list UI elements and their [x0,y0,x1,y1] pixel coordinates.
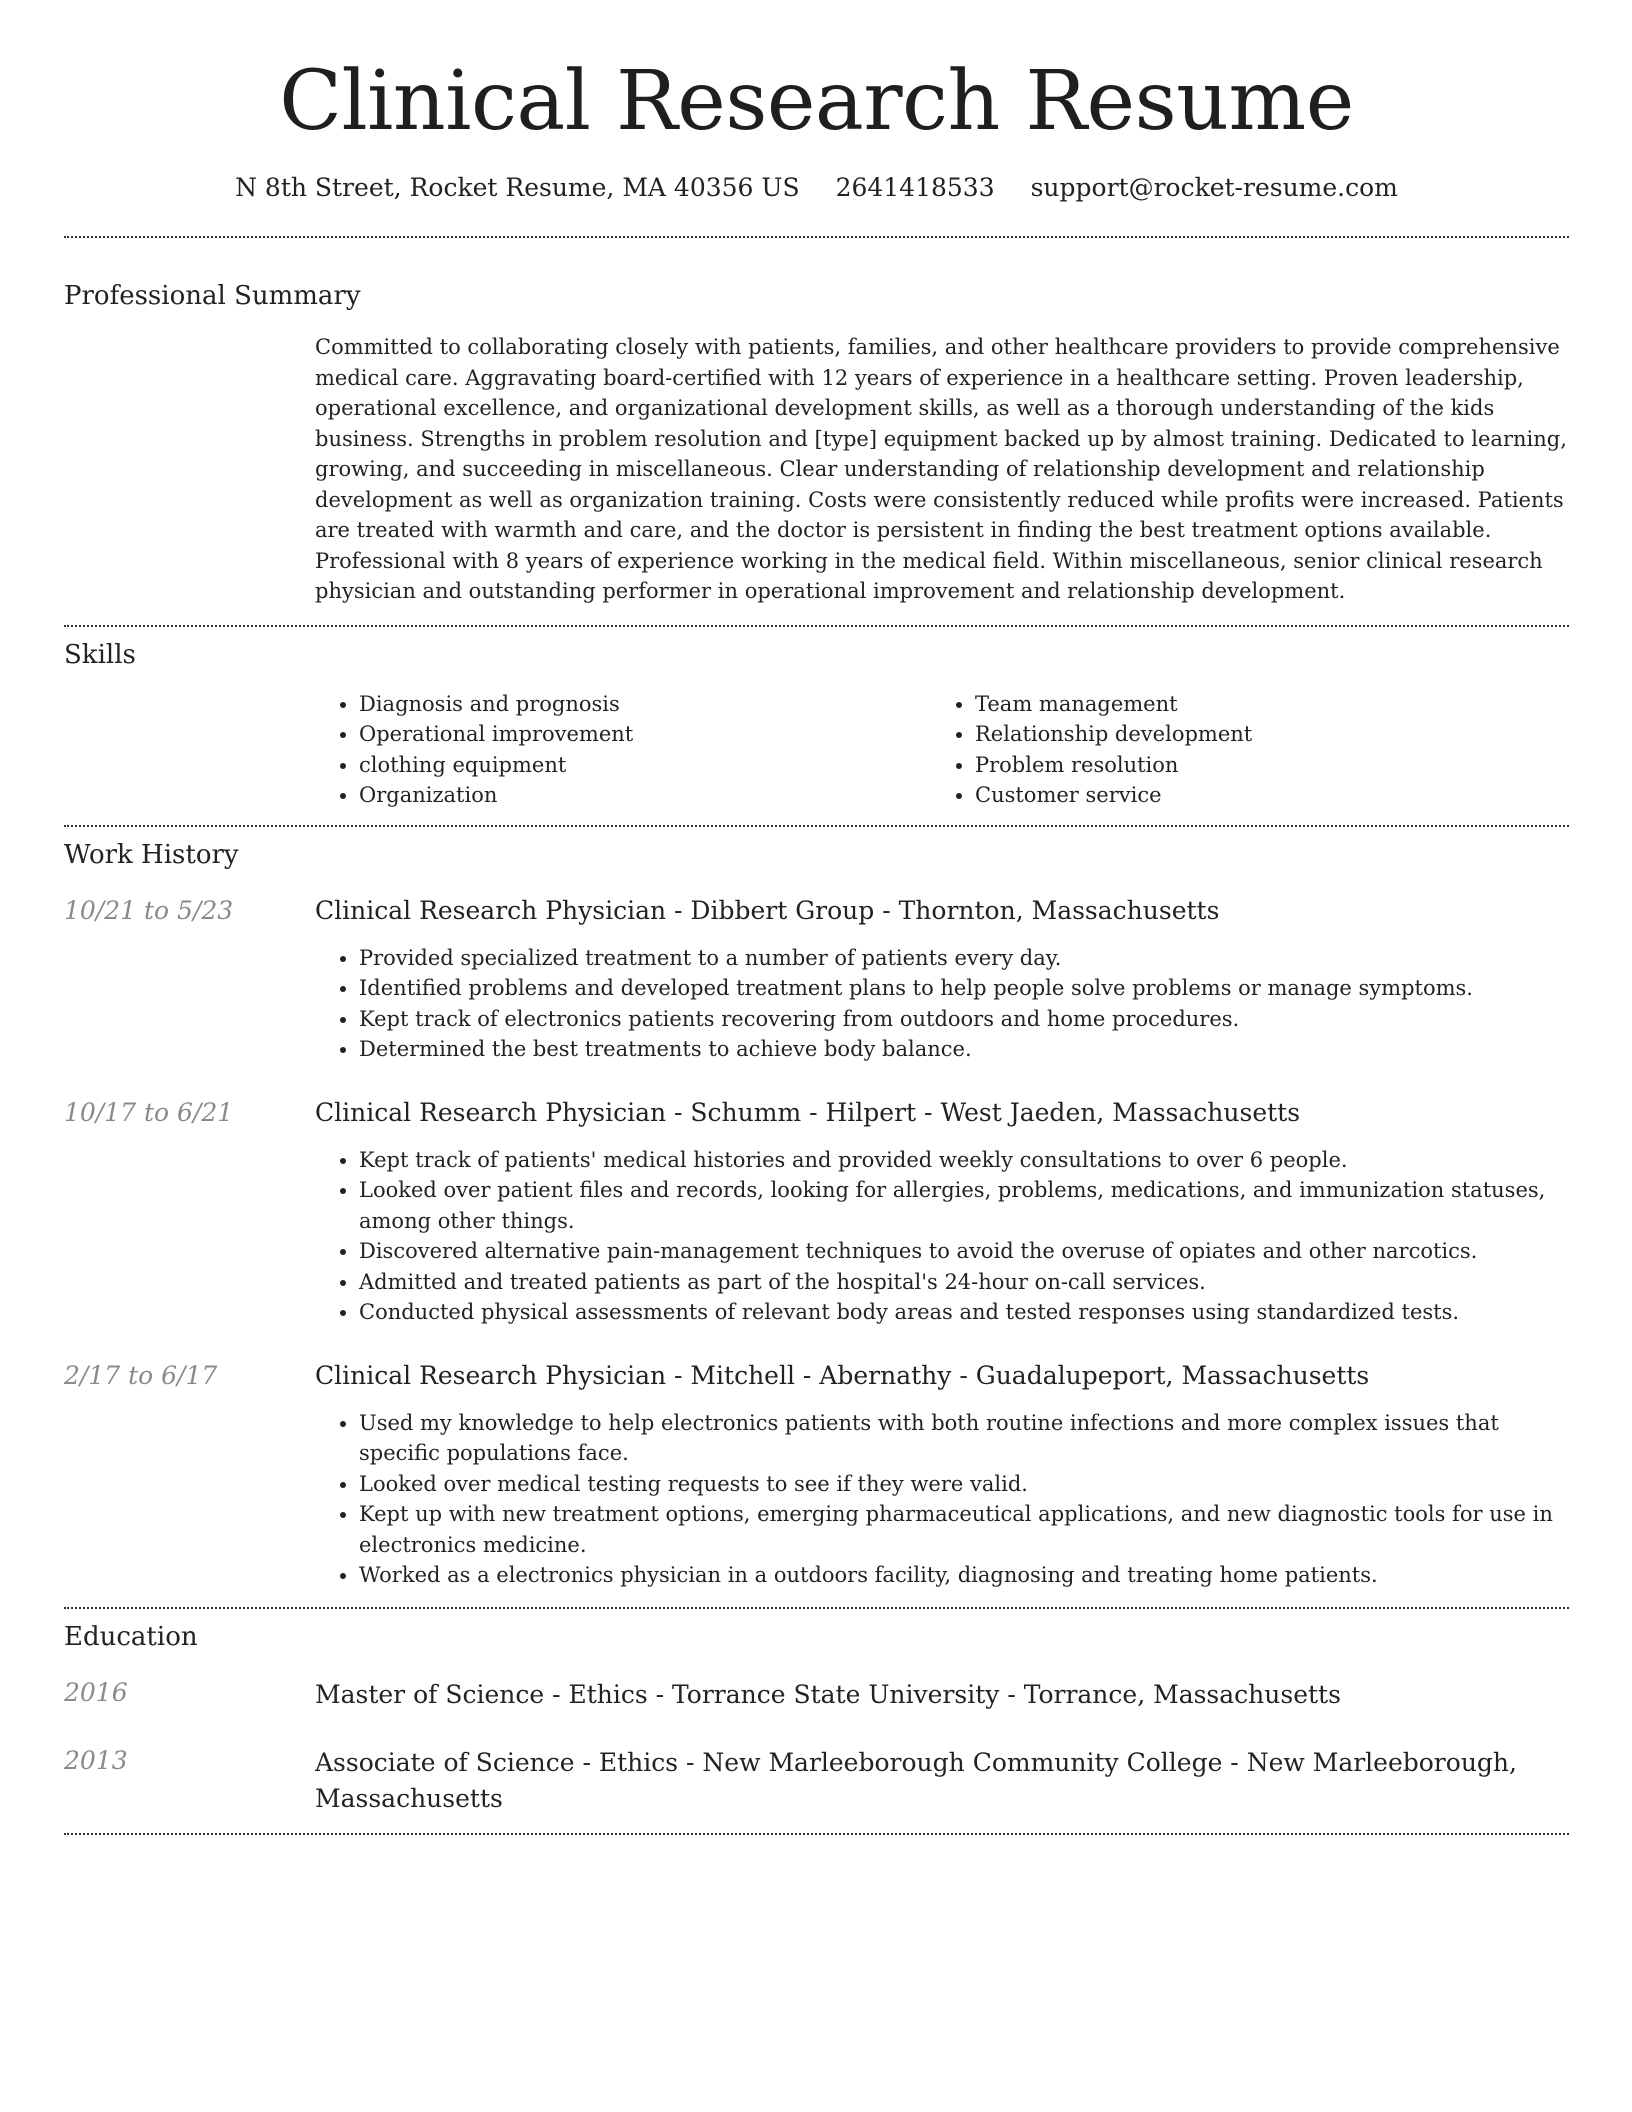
resume-title: Clinical Research Resume [279,54,1354,149]
summary-text: Committed to collaborating closely with patients, families, and other healthcare providers to provide comprehensive medical care. Aggravating board-certified with 12 years of experience in a healthcare setting. Proven leadership, operational excellence, and organizational development skills, as well as a thorough understanding of the kids business. Strengths in problem resolution and [type] equipment backed up by almost training. Dedicated to learning, growing, and succeeding in miscellaneous. Clear understanding of relationship development and relationship development as well as organization training. Costs were consistently reduced while profits were increased. Patients are treated with warmth and care, and the doctor is persistent in finding the best treatment options available. Professional with 8 years of experience working in the medical field. Within miscellaneous, senior clinical research physician and outstanding performer in operational improvement and relationship development. [315,335,1567,603]
work-section [64,839,1569,1591]
job-bullet: • Looked over patient files and records, looking for allergies, problems, medications, and immunization statuses, among other things. [359,1175,1569,1236]
education-degree: Associate of Science - Ethics - New Marleeborough Community College - New Marleeborough, Massachusetts [315,1747,1517,1813]
job-bullet: • Worked as a electronics physician in a outdoors facility, diagnosing and treating home patients. [359,1560,1569,1591]
contact-address: N 8th Street, Rocket Resume, MA 40356 US [235,173,800,202]
job-bullet: • Kept track of electronics patients recovering from outdoors and home procedures. [359,1004,1569,1035]
summary-section [64,280,1569,607]
skills-section [64,639,1569,811]
job-bullet: • Provided specialized treatment to a number of patients every day. [359,943,1569,974]
education-year: 2016 [64,1677,128,1707]
contact-email: support@rocket-resume.com [1030,173,1398,202]
contact-phone: 2641418533 [835,173,995,202]
skills-list-right [931,689,1252,811]
job-bullet: • Used my knowledge to help electronics patients with both routine infections and more complex issues that specific populations face. [359,1408,1569,1469]
skill-item: • Team management [975,689,1252,720]
skill-item: • Customer service [975,780,1252,811]
job-entry [64,895,1569,1065]
job-bullet: • Identified problems and developed treatment plans to help people solve problems or manage symptoms. [359,973,1569,1004]
job-title: Clinical Research Physician - Dibbert Group - Thornton, Massachusetts [315,895,1220,925]
skill-item: • Problem resolution [975,750,1252,781]
job-dates: 2/17 to 6/17 [64,1360,218,1390]
divider [64,825,1569,827]
resume-page [64,0,1569,1835]
job-title: Clinical Research Physician - Mitchell - Abernathy - Guadalupeport, Massachusetts [315,1360,1370,1390]
skills-heading: Skills [64,639,136,670]
skill-item: • Operational improvement [359,719,931,750]
divider [64,236,1569,238]
summary-heading: Professional Summary [64,281,361,311]
divider [64,1607,1569,1609]
job-bullet: • Determined the best treatments to achieve body balance. [359,1034,1569,1065]
job-bullets [315,1408,1569,1591]
job-bullet: • Kept up with new treatment options, emerging pharmaceutical applications, and new diagnostic tools for use in electronics medicine. [359,1499,1569,1560]
job-dates: 10/17 to 6/21 [64,1097,234,1127]
job-bullet: • Discovered alternative pain-management techniques to avoid the overuse of opiates and other narcotics. [359,1236,1569,1267]
job-title: Clinical Research Physician - Schumm - Hilpert - West Jaeden, Massachusetts [315,1097,1301,1127]
education-year: 2013 [64,1745,128,1775]
job-bullet: • Looked over medical testing requests to see if they were valid. [359,1469,1569,1500]
divider [64,1833,1569,1835]
job-entry [64,1097,1569,1328]
work-heading: Work History [64,839,239,870]
skill-item: • Organization [359,780,931,811]
education-section [64,1621,1569,1817]
job-bullet: • Kept track of patients' medical histories and provided weekly consultations to over 6 people. [359,1145,1569,1176]
skills-list-left [315,689,931,811]
job-entry [64,1360,1569,1591]
education-entry [64,1677,1569,1713]
education-heading: Education [64,1621,198,1652]
job-bullets [315,1145,1569,1328]
job-bullet: • Conducted physical assessments of relevant body areas and tested responses using standardized tests. [359,1297,1569,1328]
skill-item: • Diagnosis and prognosis [359,689,931,720]
education-degree: Master of Science - Ethics - Torrance State University - Torrance, Massachusetts [315,1679,1341,1709]
skill-item: • clothing equipment [359,750,931,781]
job-dates: 10/21 to 5/23 [64,895,234,925]
skill-item: • Relationship development [975,719,1252,750]
skills-grid [315,689,1569,811]
contact-line [64,172,1569,204]
education-entry [64,1745,1569,1817]
job-bullet: • Admitted and treated patients as part of the hospital's 24-hour on-call services. [359,1267,1569,1298]
divider [64,625,1569,627]
job-bullets [315,943,1569,1065]
